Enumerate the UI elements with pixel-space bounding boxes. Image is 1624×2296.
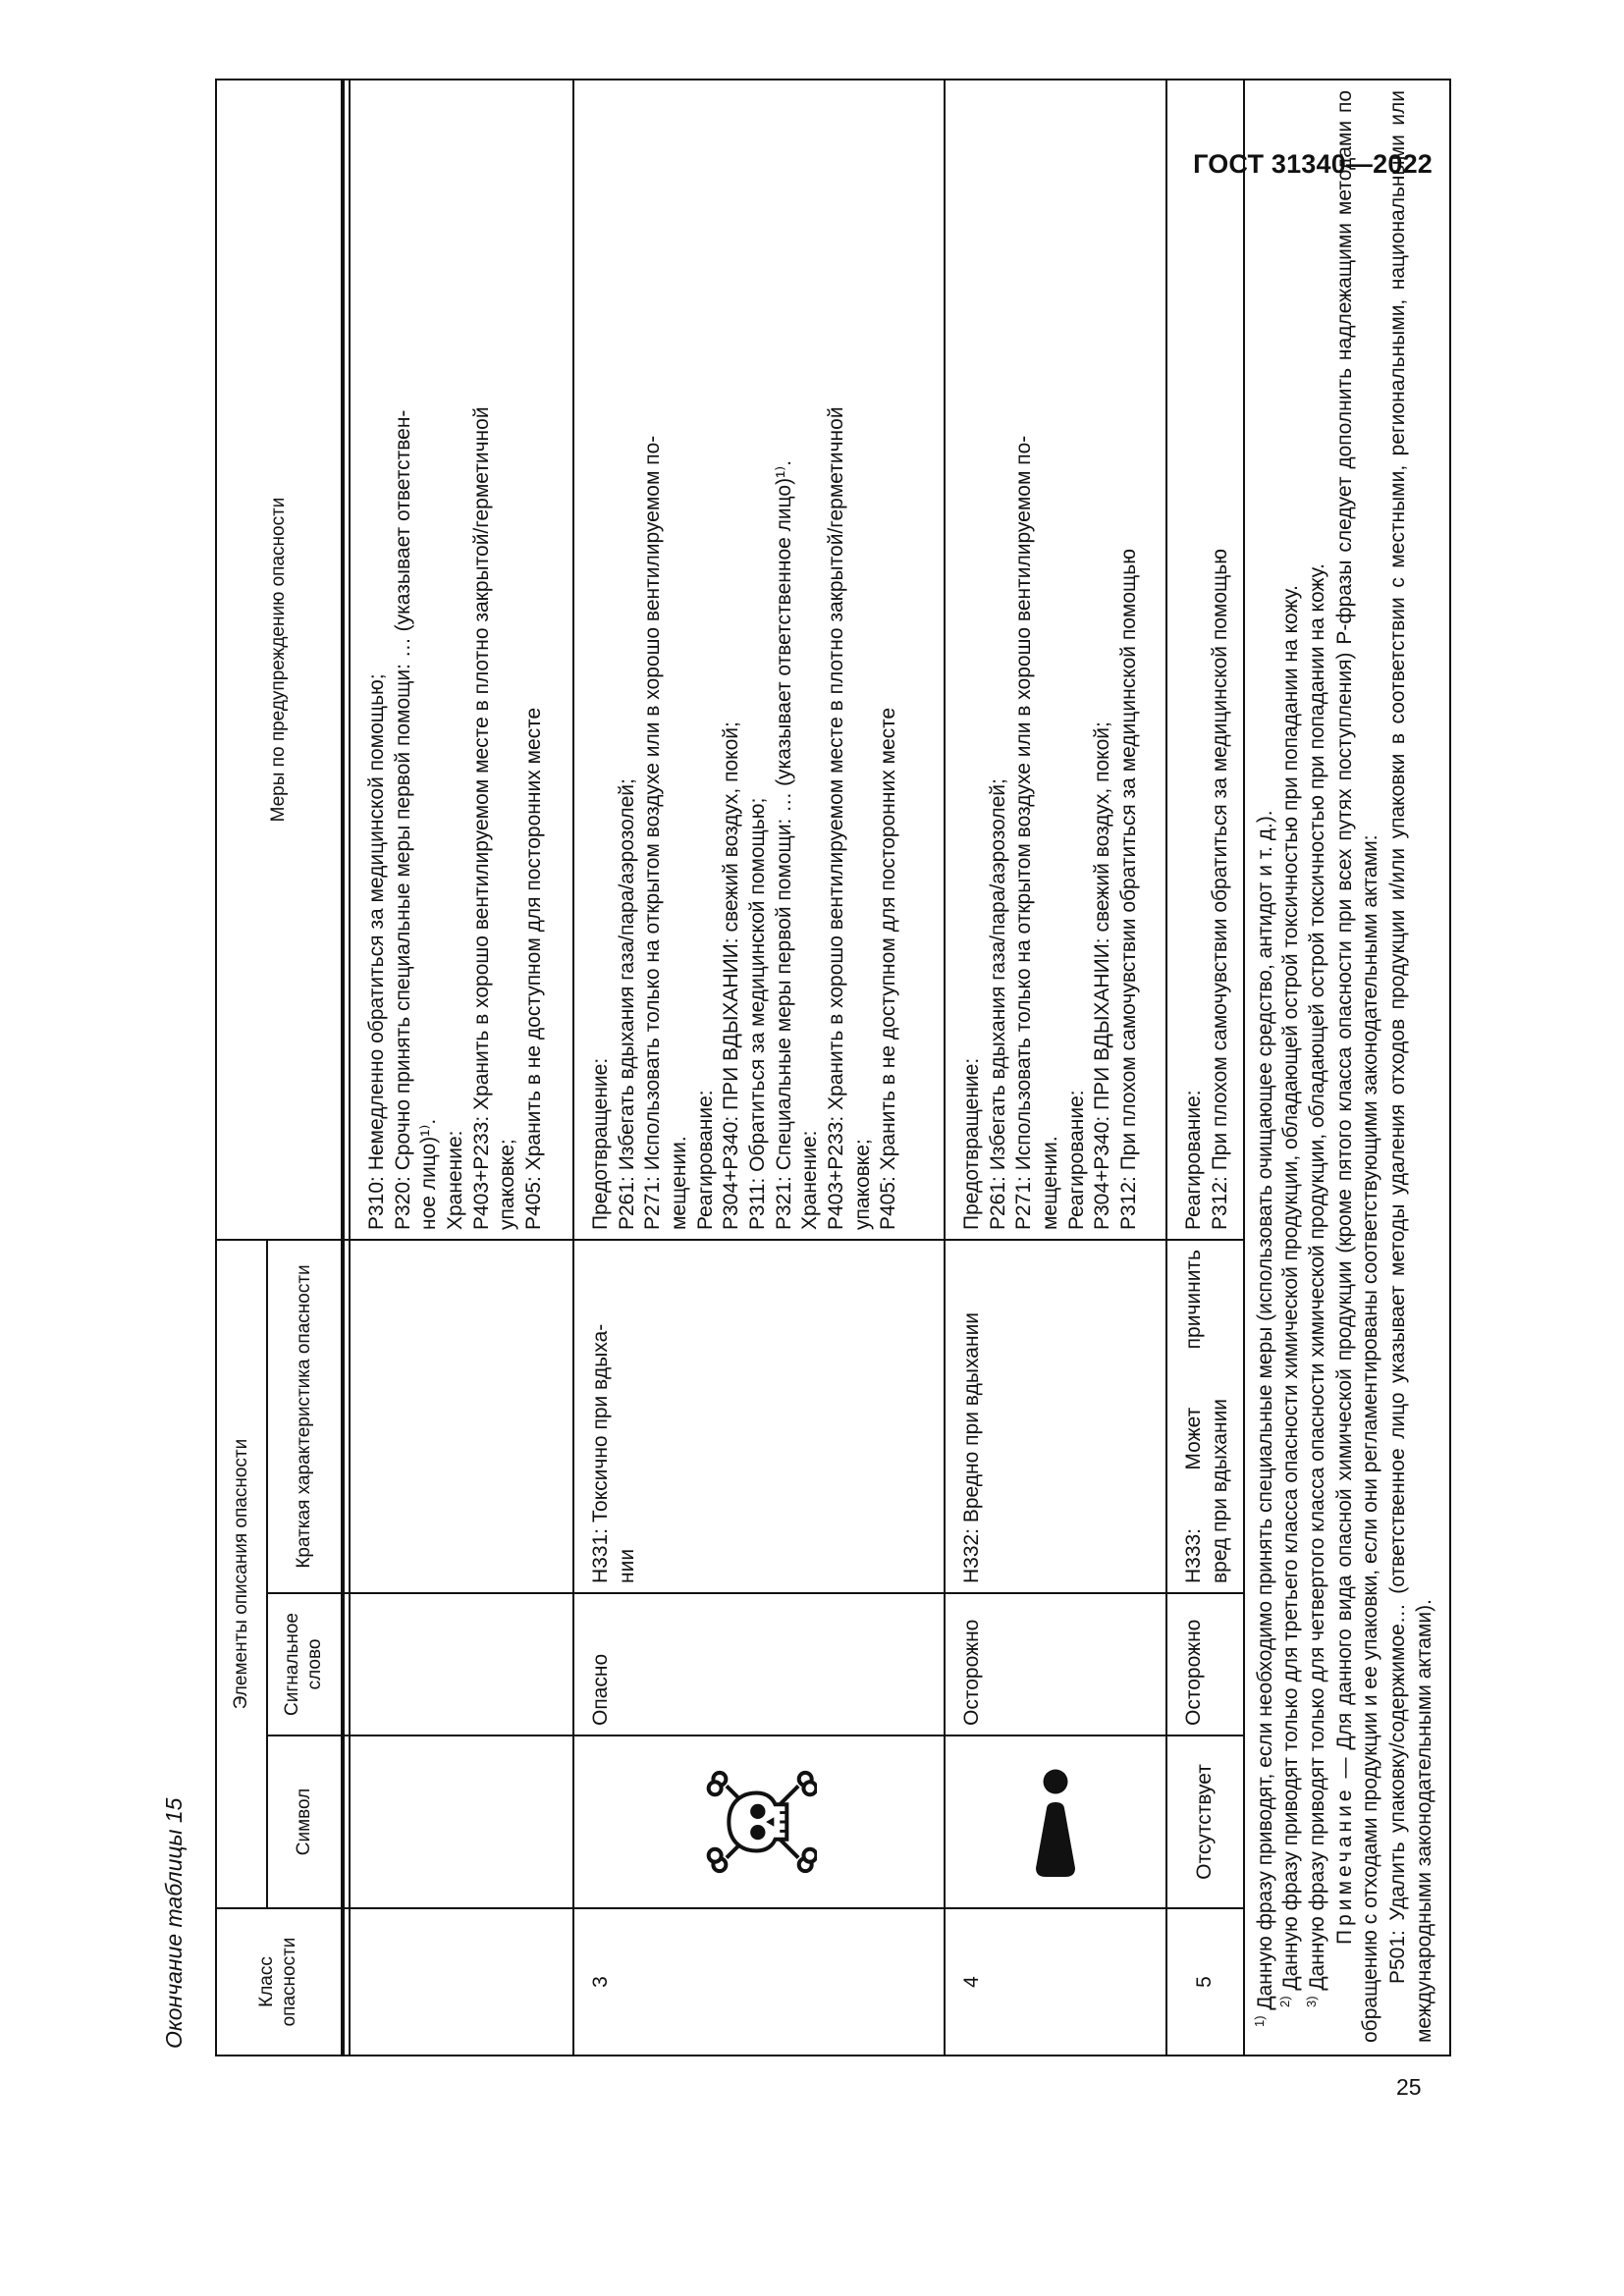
precautionary-cell (573, 80, 945, 1240)
hazard-class-cell: 4 (945, 1908, 1166, 2056)
hazard-line: H333: Может причинить (1182, 1250, 1205, 1583)
precaution-line: P304+P340: ПРИ ВДЫХАНИИ: свежий воздух, покой; (720, 721, 743, 1230)
precaution-line: упаковке; (496, 1139, 519, 1230)
footnote-text: Данную фразу приводят, если необходимо принять специальные меры (использовать очищающее средство, антидот и т. д.). (1254, 810, 1276, 2010)
col-signal-word: Сигнальное слово (267, 1593, 343, 1735)
footnotes-row (1244, 80, 1450, 2056)
precaution-line: ное лицо)¹⁾. (417, 1118, 441, 1230)
precaution-line: Реагирование: (1182, 1090, 1205, 1230)
hazard-class-cell: 3 (573, 1908, 945, 2056)
skull-crossbones-icon (701, 1764, 817, 1880)
hazard-line: нии (615, 1548, 638, 1583)
page-number: 25 (1396, 2074, 1422, 2100)
signal-word-cell: Осторожно (945, 1593, 1166, 1735)
signal-word-cell: Опасно (573, 1593, 945, 1735)
hazard-line: H331: Токсично при вдыха- (589, 1323, 612, 1583)
precaution-line: Предотвращение: (960, 1057, 983, 1230)
footnote-mark: 1) (1252, 2015, 1267, 2027)
precaution-line: упаковке; (850, 1139, 874, 1230)
hazard-class-cell (350, 1908, 573, 2056)
precaution-line: P304+P340: ПРИ ВДЫХАНИИ: свежий воздух, покой; (1091, 721, 1114, 1230)
col-symbol: Символ (267, 1735, 343, 1908)
symbol-cell: Отсутствует (1166, 1735, 1244, 1908)
precaution-line: P271: Использовать только на открытом воздухе или в хорошо вентилируемом по- (641, 435, 665, 1230)
note-text: — Для данного вида опасной химической продукции (кроме пятого класса опасности при всех путях поступления) P-фразы следует дополнить надлежащими методами по обращению с отходами продукции и ее упаковки, если они регламентированы соответствующими законодательными актами: (1332, 90, 1381, 2043)
hazard-statement-cell (1166, 1240, 1244, 1593)
hazard-statement-cell (573, 1240, 945, 1593)
precaution-line: P405: Хранить в не доступном для посторонних месте (521, 707, 545, 1230)
hazard-line: H332: Вредно при вдыхании (960, 1311, 983, 1583)
precaution-line: P403+P233: Хранить в хорошо вентилируемом месте в плотно закрытой/герметичной (469, 406, 493, 1230)
footnotes-cell (1244, 80, 1450, 2056)
precaution-line: P320: Срочно принять специальные меры первой помощи: … (указывает ответствен- (391, 409, 414, 1230)
precaution-line: P405: Хранить в не доступном для посторонних месте (877, 707, 900, 1230)
precaution-line: P261: Избегать вдыхания газа/пара/аэрозолей; (986, 778, 1009, 1230)
col-precautionary: Меры по предупреждению опасности (216, 80, 343, 1240)
note-label: Примечание (1332, 1786, 1356, 1945)
footnote-text: Данную фразу приводят только для третьего класса опасности химической продукции, обладающей острой токсичностью при попадании на кожу. (1279, 585, 1303, 1991)
table-row (350, 80, 573, 2056)
precautionary-cell (1166, 80, 1244, 1240)
precaution-line: P312: При плохом самочувствии обратиться за медицинской помощью (1116, 549, 1140, 1230)
precautionary-cell (945, 80, 1166, 1240)
standard-code: ГОСТ 31340—2022 (1193, 149, 1433, 179)
table-row (573, 80, 945, 2056)
precaution-line: P321: Специальные меры первой помощи: … (указывает ответственное лицо)¹⁾. (772, 459, 795, 1230)
header-separator (343, 80, 350, 2056)
footnote-mark: 3) (1303, 1996, 1319, 2007)
table-row (945, 80, 1166, 2056)
hazard-class-cell: 5 (1166, 1908, 1244, 2056)
exclamation-mark-icon (1029, 1763, 1082, 1881)
precaution-line: P311: Обратиться за медицинской помощью; (745, 797, 769, 1230)
col-hazard-statement: Краткая характеристика опасности (267, 1240, 343, 1593)
footnote (1253, 90, 1278, 2043)
hazard-statement-cell (350, 1240, 573, 1593)
footnote (1305, 90, 1330, 2043)
hazard-line: вред при вдыхании (1208, 1398, 1231, 1583)
table-caption: Окончание таблицы 15 (161, 1797, 187, 2049)
signal-word-cell (350, 1593, 573, 1735)
symbol-cell (573, 1735, 945, 1908)
precaution-line: мещении. (667, 1136, 690, 1230)
table-note (1332, 90, 1384, 2043)
footnote-text: Данную фразу приводят только для четвертого класса опасности химической продукции, обладающей острой токсичностью при попадании на кожу. (1305, 563, 1328, 1991)
precaution-line: P261: Избегать вдыхания газа/пара/аэрозолей; (615, 778, 638, 1230)
hazard-table (215, 79, 1451, 2056)
footnote (1278, 90, 1304, 2043)
precaution-line: P312: При плохом самочувствии обратиться за медицинской помощью (1208, 549, 1231, 1230)
table-header (216, 80, 343, 2056)
precaution-line: Реагирование: (693, 1090, 717, 1230)
table-row (1166, 80, 1244, 2056)
symbol-cell (945, 1735, 1166, 1908)
precaution-line: Реагирование: (1064, 1090, 1088, 1230)
precaution-line: Предотвращение: (589, 1057, 612, 1230)
precaution-line: P271: Использовать только на открытом воздухе или в хорошо вентилируемом по- (1012, 435, 1036, 1230)
precaution-line: мещении. (1038, 1136, 1061, 1230)
precautionary-cell (350, 80, 573, 1240)
col-label-elements: Элементы описания опасности (216, 1240, 267, 1908)
footnote-mark: 2) (1277, 1996, 1293, 2007)
precaution-line: Хранение: (798, 1130, 822, 1230)
hazard-statement-cell (945, 1240, 1166, 1593)
precaution-line: P403+P233: Хранить в хорошо вентилируемом месте в плотно закрытой/герметичной (824, 406, 847, 1230)
p501-statement: P501: Удалить упаковку/содержимое… (ответственное лицо указывает методы удаления отходов продукции и/или упаковки в соответствии с местными, региональными, национальными или международными законодательными актами). (1386, 90, 1435, 2043)
rotated-table-block (155, 53, 1435, 2056)
signal-word-cell: Осторожно (1166, 1593, 1244, 1735)
symbol-cell (350, 1735, 573, 1908)
col-hazard-class: Класс опасности (216, 1908, 343, 2056)
precaution-line: P310: Немедленно обратиться за медицинской помощью; (365, 673, 388, 1230)
precaution-line: Хранение: (443, 1130, 466, 1230)
